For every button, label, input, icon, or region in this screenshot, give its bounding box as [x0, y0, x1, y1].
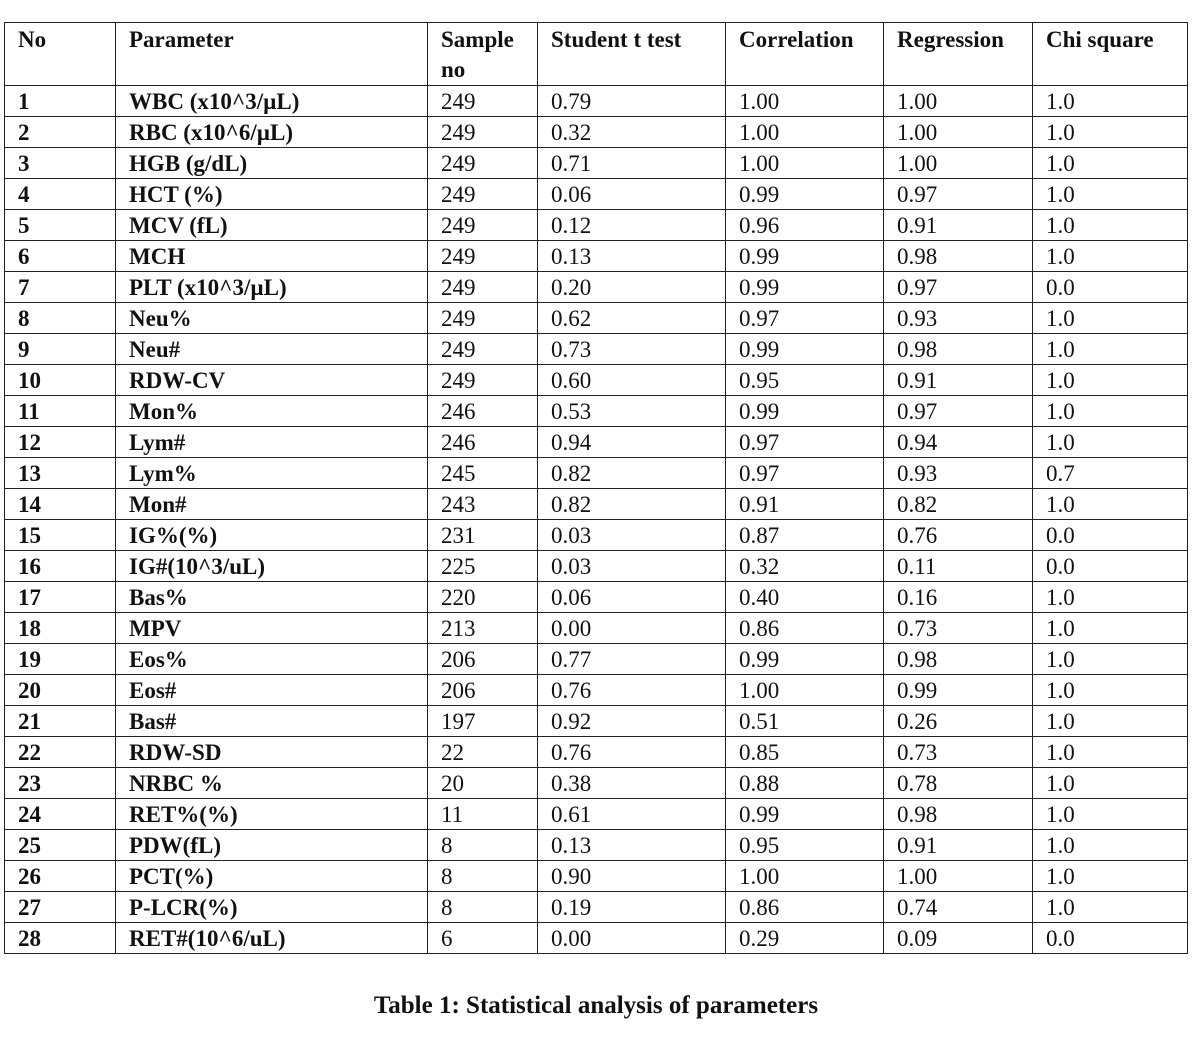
cell-no: 4: [5, 179, 116, 210]
cell-sample-no: 249: [428, 241, 538, 272]
cell-parameter: IG%(%): [116, 520, 428, 551]
table-row: [5, 458, 1188, 489]
table-row: [5, 86, 1188, 117]
cell-parameter: RDW-CV: [116, 365, 428, 396]
cell-chi-square: 0.0: [1033, 272, 1188, 303]
cell-parameter: HGB (g/dL): [116, 148, 428, 179]
cell-student-t-test: 0.03: [538, 520, 726, 551]
cell-chi-square: 1.0: [1033, 427, 1188, 458]
cell-correlation: 0.91: [726, 489, 884, 520]
table-row: [5, 582, 1188, 613]
cell-correlation: 0.32: [726, 551, 884, 582]
cell-sample-no: 197: [428, 706, 538, 737]
cell-sample-no: 213: [428, 613, 538, 644]
table-row: [5, 303, 1188, 334]
table-row: [5, 427, 1188, 458]
cell-no: 16: [5, 551, 116, 582]
cell-student-t-test: 0.00: [538, 923, 726, 954]
cell-correlation: 0.86: [726, 613, 884, 644]
cell-sample-no: 249: [428, 148, 538, 179]
cell-parameter: RET%(%): [116, 799, 428, 830]
cell-correlation: 1.00: [726, 117, 884, 148]
cell-regression: 0.78: [884, 768, 1033, 799]
table-row: [5, 923, 1188, 954]
header-parameter: Parameter: [116, 23, 428, 86]
cell-correlation: 0.99: [726, 272, 884, 303]
cell-parameter: MCV (fL): [116, 210, 428, 241]
cell-sample-no: 245: [428, 458, 538, 489]
cell-chi-square: 1.0: [1033, 644, 1188, 675]
cell-parameter: Eos%: [116, 644, 428, 675]
header-sample-no: Sample no: [428, 23, 538, 86]
cell-regression: 0.99: [884, 675, 1033, 706]
cell-parameter: PCT(%): [116, 861, 428, 892]
cell-regression: 1.00: [884, 117, 1033, 148]
cell-regression: 0.93: [884, 303, 1033, 334]
cell-chi-square: 1.0: [1033, 861, 1188, 892]
cell-student-t-test: 0.60: [538, 365, 726, 396]
cell-sample-no: 8: [428, 861, 538, 892]
cell-parameter: Neu%: [116, 303, 428, 334]
cell-parameter: PDW(fL): [116, 830, 428, 861]
cell-student-t-test: 0.73: [538, 334, 726, 365]
cell-chi-square: 1.0: [1033, 489, 1188, 520]
cell-sample-no: 249: [428, 179, 538, 210]
cell-no: 19: [5, 644, 116, 675]
cell-parameter: HCT (%): [116, 179, 428, 210]
cell-parameter: RBC (x10^6/µL): [116, 117, 428, 148]
cell-parameter: RET#(10^6/uL): [116, 923, 428, 954]
cell-chi-square: 0.0: [1033, 923, 1188, 954]
cell-student-t-test: 0.79: [538, 86, 726, 117]
cell-student-t-test: 0.90: [538, 861, 726, 892]
cell-no: 17: [5, 582, 116, 613]
table-row: [5, 241, 1188, 272]
cell-sample-no: 243: [428, 489, 538, 520]
cell-regression: 0.91: [884, 210, 1033, 241]
cell-sample-no: 249: [428, 334, 538, 365]
table-row: [5, 644, 1188, 675]
cell-regression: 0.26: [884, 706, 1033, 737]
cell-sample-no: 249: [428, 210, 538, 241]
cell-correlation: 1.00: [726, 86, 884, 117]
cell-regression: 0.97: [884, 179, 1033, 210]
cell-sample-no: 249: [428, 303, 538, 334]
cell-parameter: Bas%: [116, 582, 428, 613]
cell-chi-square: 1.0: [1033, 241, 1188, 272]
cell-parameter: NRBC %: [116, 768, 428, 799]
cell-student-t-test: 0.53: [538, 396, 726, 427]
cell-regression: 1.00: [884, 86, 1033, 117]
table-row: [5, 272, 1188, 303]
cell-student-t-test: 0.32: [538, 117, 726, 148]
cell-student-t-test: 0.12: [538, 210, 726, 241]
cell-student-t-test: 0.19: [538, 892, 726, 923]
table-body: [5, 86, 1188, 954]
cell-chi-square: 1.0: [1033, 768, 1188, 799]
cell-chi-square: 1.0: [1033, 706, 1188, 737]
cell-no: 26: [5, 861, 116, 892]
cell-regression: 1.00: [884, 861, 1033, 892]
cell-regression: 0.93: [884, 458, 1033, 489]
cell-no: 1: [5, 86, 116, 117]
cell-correlation: 0.97: [726, 458, 884, 489]
cell-sample-no: 249: [428, 117, 538, 148]
cell-correlation: 0.99: [726, 179, 884, 210]
cell-student-t-test: 0.06: [538, 179, 726, 210]
cell-correlation: 0.51: [726, 706, 884, 737]
cell-regression: 0.11: [884, 551, 1033, 582]
cell-no: 27: [5, 892, 116, 923]
cell-no: 15: [5, 520, 116, 551]
cell-student-t-test: 0.94: [538, 427, 726, 458]
cell-chi-square: 1.0: [1033, 582, 1188, 613]
cell-chi-square: 1.0: [1033, 396, 1188, 427]
cell-parameter: Bas#: [116, 706, 428, 737]
cell-sample-no: 6: [428, 923, 538, 954]
cell-no: 28: [5, 923, 116, 954]
cell-no: 6: [5, 241, 116, 272]
cell-no: 11: [5, 396, 116, 427]
header-regression: Regression: [884, 23, 1033, 86]
table-row: [5, 396, 1188, 427]
table-row: [5, 861, 1188, 892]
cell-correlation: 0.97: [726, 303, 884, 334]
cell-student-t-test: 0.82: [538, 489, 726, 520]
cell-parameter: Eos#: [116, 675, 428, 706]
cell-regression: 0.16: [884, 582, 1033, 613]
table-row: [5, 210, 1188, 241]
table-row: [5, 675, 1188, 706]
table-row: [5, 830, 1188, 861]
cell-chi-square: 1.0: [1033, 179, 1188, 210]
cell-chi-square: 1.0: [1033, 303, 1188, 334]
table-row: [5, 148, 1188, 179]
cell-regression: 0.91: [884, 830, 1033, 861]
cell-chi-square: 1.0: [1033, 148, 1188, 179]
cell-chi-square: 1.0: [1033, 117, 1188, 148]
cell-student-t-test: 0.76: [538, 737, 726, 768]
cell-correlation: 1.00: [726, 861, 884, 892]
cell-student-t-test: 0.71: [538, 148, 726, 179]
cell-sample-no: 206: [428, 644, 538, 675]
cell-parameter: MPV: [116, 613, 428, 644]
cell-no: 22: [5, 737, 116, 768]
cell-sample-no: 8: [428, 892, 538, 923]
cell-no: 5: [5, 210, 116, 241]
cell-chi-square: 1.0: [1033, 675, 1188, 706]
cell-correlation: 1.00: [726, 148, 884, 179]
cell-regression: 0.97: [884, 396, 1033, 427]
table-row: [5, 334, 1188, 365]
cell-correlation: 1.00: [726, 675, 884, 706]
cell-sample-no: 22: [428, 737, 538, 768]
table-row: [5, 520, 1188, 551]
cell-chi-square: 1.0: [1033, 210, 1188, 241]
table-row: [5, 706, 1188, 737]
cell-no: 20: [5, 675, 116, 706]
table-row: [5, 489, 1188, 520]
cell-chi-square: 1.0: [1033, 737, 1188, 768]
cell-chi-square: 1.0: [1033, 365, 1188, 396]
cell-parameter: RDW-SD: [116, 737, 428, 768]
cell-regression: 0.73: [884, 613, 1033, 644]
cell-regression: 0.97: [884, 272, 1033, 303]
cell-student-t-test: 0.13: [538, 830, 726, 861]
cell-chi-square: 1.0: [1033, 334, 1188, 365]
cell-correlation: 0.88: [726, 768, 884, 799]
cell-no: 7: [5, 272, 116, 303]
cell-parameter: Mon#: [116, 489, 428, 520]
cell-sample-no: 246: [428, 396, 538, 427]
cell-sample-no: 11: [428, 799, 538, 830]
cell-chi-square: 1.0: [1033, 86, 1188, 117]
cell-regression: 0.74: [884, 892, 1033, 923]
cell-regression: 0.98: [884, 799, 1033, 830]
cell-correlation: 0.95: [726, 830, 884, 861]
cell-parameter: IG#(10^3/uL): [116, 551, 428, 582]
cell-chi-square: 0.0: [1033, 551, 1188, 582]
cell-correlation: 0.96: [726, 210, 884, 241]
cell-regression: 0.09: [884, 923, 1033, 954]
cell-no: 10: [5, 365, 116, 396]
table-row: [5, 768, 1188, 799]
cell-regression: 0.98: [884, 334, 1033, 365]
cell-student-t-test: 0.06: [538, 582, 726, 613]
cell-chi-square: 1.0: [1033, 830, 1188, 861]
cell-regression: 0.73: [884, 737, 1033, 768]
cell-correlation: 0.95: [726, 365, 884, 396]
cell-chi-square: 1.0: [1033, 892, 1188, 923]
header-student-t-test: Student t test: [538, 23, 726, 86]
cell-parameter: WBC (x10^3/µL): [116, 86, 428, 117]
cell-no: 13: [5, 458, 116, 489]
cell-student-t-test: 0.92: [538, 706, 726, 737]
cell-parameter: Mon%: [116, 396, 428, 427]
header-row: [5, 23, 1188, 86]
cell-correlation: 0.99: [726, 799, 884, 830]
cell-sample-no: 225: [428, 551, 538, 582]
cell-no: 24: [5, 799, 116, 830]
cell-no: 25: [5, 830, 116, 861]
cell-student-t-test: 0.61: [538, 799, 726, 830]
cell-chi-square: 0.0: [1033, 520, 1188, 551]
table-row: [5, 117, 1188, 148]
table-row: [5, 179, 1188, 210]
cell-correlation: 0.87: [726, 520, 884, 551]
cell-regression: 0.98: [884, 644, 1033, 675]
cell-correlation: 0.99: [726, 644, 884, 675]
table-row: [5, 799, 1188, 830]
cell-sample-no: 231: [428, 520, 538, 551]
cell-parameter: P-LCR(%): [116, 892, 428, 923]
cell-student-t-test: 0.03: [538, 551, 726, 582]
table-caption: Table 1: Statistical analysis of parameters: [373, 992, 819, 1019]
cell-no: 3: [5, 148, 116, 179]
cell-no: 21: [5, 706, 116, 737]
cell-sample-no: 206: [428, 675, 538, 706]
table-row: [5, 551, 1188, 582]
cell-regression: 0.91: [884, 365, 1033, 396]
table-row: [5, 365, 1188, 396]
cell-student-t-test: 0.00: [538, 613, 726, 644]
cell-student-t-test: 0.77: [538, 644, 726, 675]
cell-student-t-test: 0.13: [538, 241, 726, 272]
cell-parameter: PLT (x10^3/µL): [116, 272, 428, 303]
cell-regression: 0.98: [884, 241, 1033, 272]
cell-no: 23: [5, 768, 116, 799]
cell-chi-square: 0.7: [1033, 458, 1188, 489]
table-row: [5, 892, 1188, 923]
cell-correlation: 0.99: [726, 396, 884, 427]
table-row: [5, 737, 1188, 768]
table-row: [5, 613, 1188, 644]
cell-sample-no: 249: [428, 86, 538, 117]
cell-no: 2: [5, 117, 116, 148]
cell-parameter: Neu#: [116, 334, 428, 365]
cell-regression: 1.00: [884, 148, 1033, 179]
cell-chi-square: 1.0: [1033, 613, 1188, 644]
cell-correlation: 0.99: [726, 334, 884, 365]
cell-correlation: 0.86: [726, 892, 884, 923]
cell-sample-no: 249: [428, 365, 538, 396]
cell-parameter: MCH: [116, 241, 428, 272]
cell-parameter: Lym%: [116, 458, 428, 489]
header-chi-square: Chi square: [1033, 23, 1188, 86]
cell-no: 8: [5, 303, 116, 334]
cell-sample-no: 249: [428, 272, 538, 303]
cell-no: 9: [5, 334, 116, 365]
cell-correlation: 0.97: [726, 427, 884, 458]
cell-regression: 0.94: [884, 427, 1033, 458]
cell-correlation: 0.40: [726, 582, 884, 613]
cell-student-t-test: 0.38: [538, 768, 726, 799]
cell-sample-no: 220: [428, 582, 538, 613]
cell-student-t-test: 0.76: [538, 675, 726, 706]
cell-regression: 0.76: [884, 520, 1033, 551]
cell-parameter: Lym#: [116, 427, 428, 458]
cell-no: 14: [5, 489, 116, 520]
header-no: No: [5, 23, 116, 86]
cell-sample-no: 20: [428, 768, 538, 799]
cell-student-t-test: 0.82: [538, 458, 726, 489]
cell-correlation: 0.29: [726, 923, 884, 954]
cell-sample-no: 246: [428, 427, 538, 458]
cell-no: 12: [5, 427, 116, 458]
cell-correlation: 0.85: [726, 737, 884, 768]
cell-correlation: 0.99: [726, 241, 884, 272]
header-correlation: Correlation: [726, 23, 884, 86]
cell-student-t-test: 0.20: [538, 272, 726, 303]
cell-no: 18: [5, 613, 116, 644]
cell-regression: 0.82: [884, 489, 1033, 520]
statistics-table: [4, 22, 1188, 954]
cell-chi-square: 1.0: [1033, 799, 1188, 830]
cell-sample-no: 8: [428, 830, 538, 861]
cell-student-t-test: 0.62: [538, 303, 726, 334]
